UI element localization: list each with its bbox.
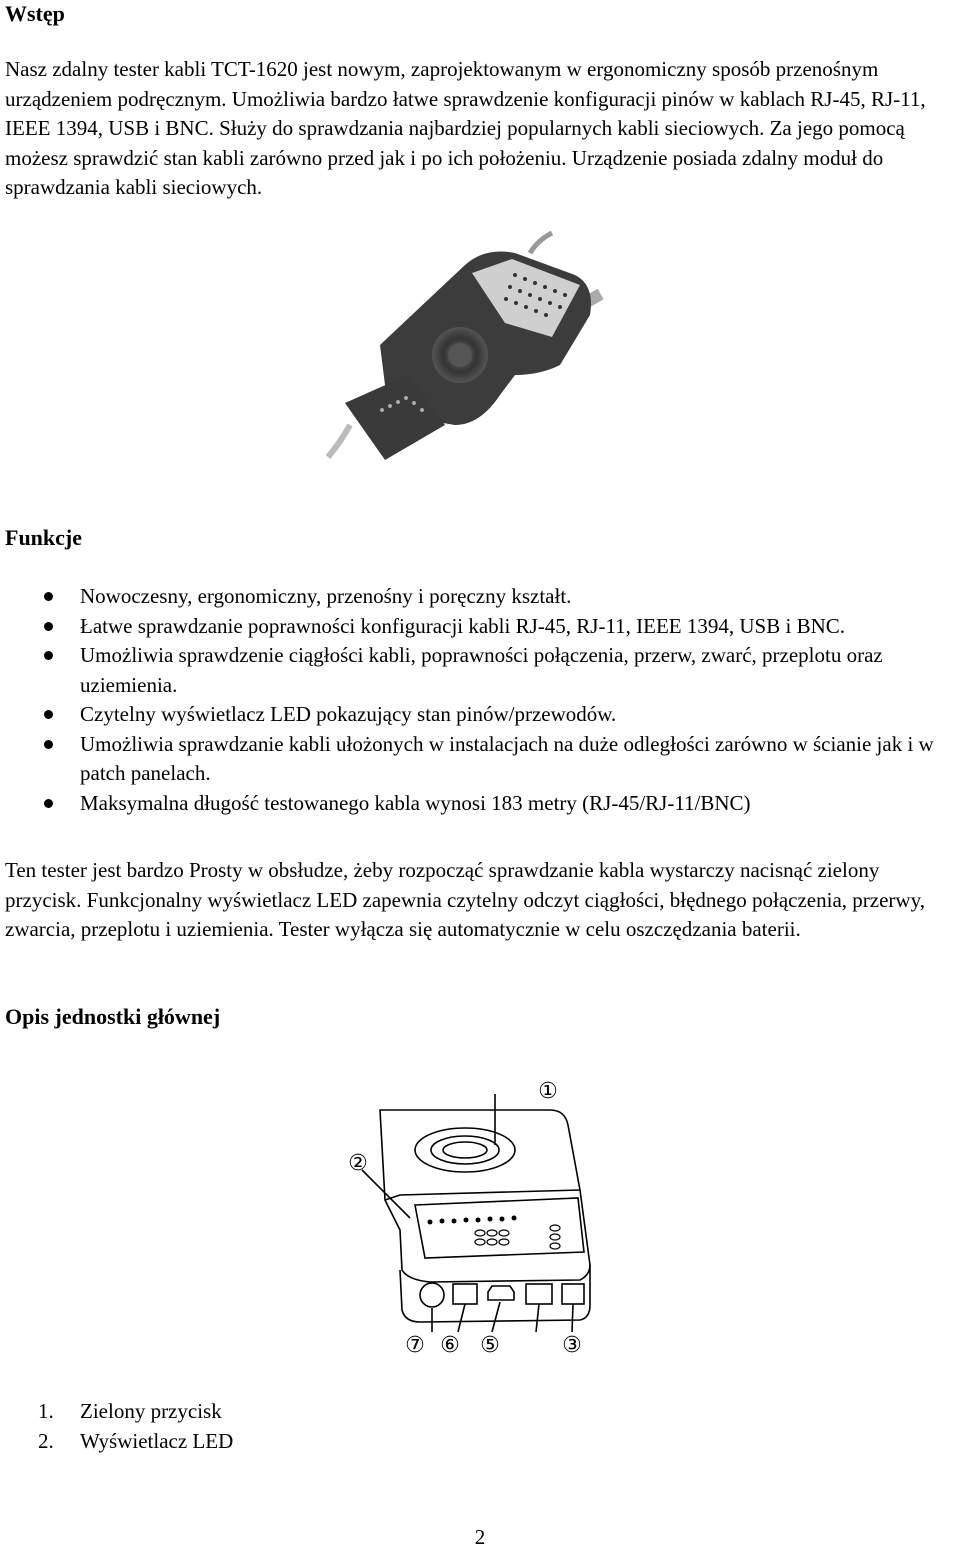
functions-list (0, 582, 960, 818)
bullet-icon (44, 622, 53, 631)
list-item-number: 1. (38, 1399, 54, 1423)
callout-6: ⑥ (440, 1333, 460, 1358)
list-item (0, 641, 960, 700)
list-item-text: Maksymalna długość testowanego kabla wynosi 183 metry (RJ-45/RJ-11/BNC) (80, 790, 751, 815)
functions-heading: Funkcje (5, 525, 82, 550)
list-item (0, 582, 960, 612)
list-item (0, 1397, 233, 1427)
list-item-text: Łatwe sprawdzanie poprawności konfiguracji kabli RJ-45, RJ-11, IEEE 1394, USB i BNC. (80, 613, 846, 638)
bullet-icon (44, 651, 53, 660)
parts-list (0, 1397, 233, 1456)
list-item-text: Umożliwia sprawdzanie kabli ułożonych w instalacjach na duże odległości zarówno w ścianie jak i w patch panelach. (80, 731, 934, 785)
list-item-text: Czytelny wyświetlacz LED pokazujący stan pinów/przewodów. (80, 702, 617, 726)
callout-2: ② (348, 1151, 368, 1176)
bullet-icon (44, 592, 53, 601)
list-item-number: 2. (38, 1428, 54, 1453)
list-item-label: Wyświetlacz LED (80, 1428, 234, 1453)
callout-5: ⑤ (480, 1333, 500, 1358)
list-item-text: Nowoczesny, ergonomiczny, przenośny i poręczny kształt. (80, 584, 572, 608)
list-item (0, 789, 960, 819)
bullet-icon (44, 799, 53, 808)
tester-photo (290, 225, 670, 500)
callout-1: ① (538, 1079, 558, 1104)
list-item-label: Zielony przycisk (80, 1399, 222, 1423)
intro-paragraph: Nasz zdalny tester kabli TCT-1620 jest nowym, zaprojektowanym w ergonomiczny sposób przenośnym urządzeniem podręcznym. Umożliwia bardzo łatwe sprawdzenie konfiguracji pinów w kablach RJ-45, RJ-11, IEEE 1394, USB i BNC. Służy do sprawdzania najbardziej popularnych kabli sieciowych. Za jego pomocą możesz sprawdzić stan kabli zarówno przed jak i po ich położeniu. Urządzenie posiada zdalny moduł do sprawdzania kabli sieciowych. (5, 57, 926, 199)
main-unit-diagram (340, 1070, 640, 1370)
bullet-icon (44, 710, 53, 719)
list-item (0, 700, 960, 730)
list-item-text: Umożliwia sprawdzenie ciągłości kabli, poprawności połączenia, przerw, zwarć, przeplotu oraz uziemienia. (80, 643, 883, 697)
main-unit-heading: Opis jednostki głównej (5, 1004, 221, 1029)
callout-7: ⑦ (405, 1333, 425, 1358)
list-item (0, 1427, 233, 1457)
functions-paragraph: Ten tester jest bardzo Prosty w obsłudze, żeby rozpocząć sprawdzanie kabla wystarczy nacisnąć zielony przycisk. Funkcjonalny wyświetlacz LED zapewnia czytelny odczyt ciągłości, błędnego połączenia, przerwy, zwarcia, przeplotu i uziemienia. Tester wyłącza się automatycznie w celu oszczędzania baterii. (5, 858, 925, 941)
list-item (0, 612, 960, 642)
page-number: 2 (474, 1525, 486, 1549)
intro-heading: Wstęp (5, 1, 65, 26)
bullet-icon (44, 740, 53, 749)
callout-3: ③ (562, 1333, 582, 1358)
list-item (0, 730, 960, 789)
